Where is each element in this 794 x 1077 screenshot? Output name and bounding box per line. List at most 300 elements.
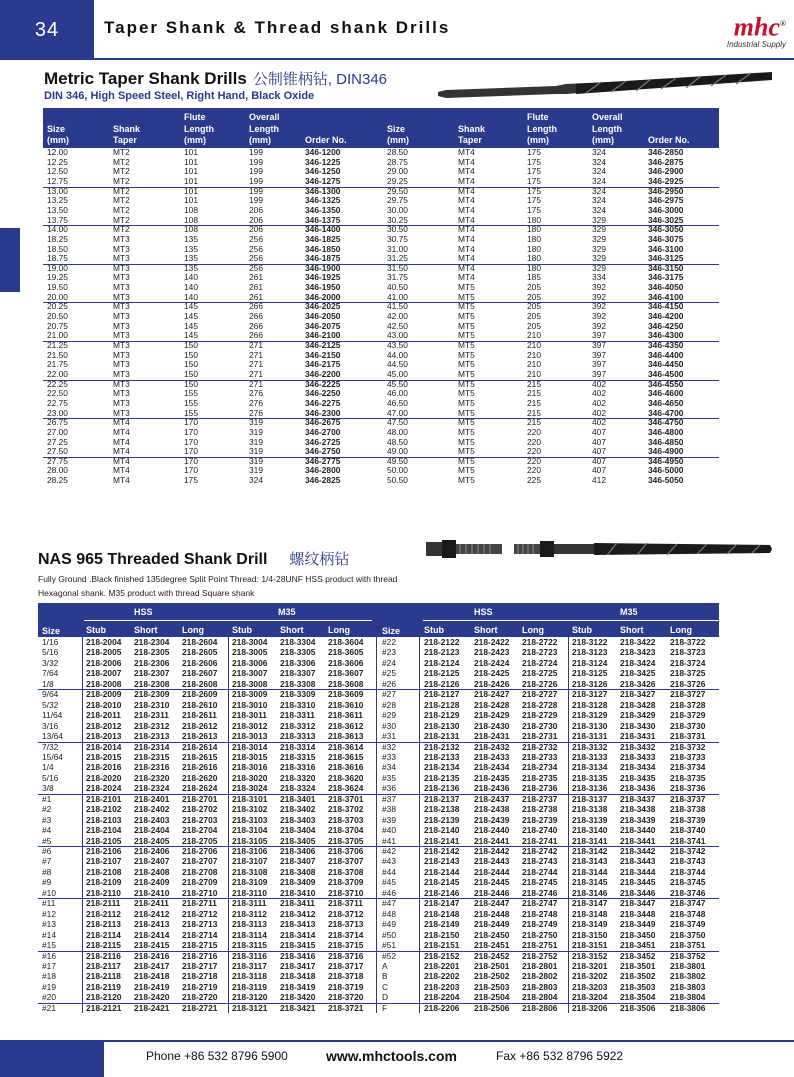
threaded-cell-left: #1 (42, 793, 52, 804)
threaded-cell-left: 218-3307 (280, 668, 316, 679)
taper-cell-left: 19.25 (47, 272, 68, 283)
taper-cell-right: 31.25 (387, 253, 408, 264)
taper-cell-left: 266 (249, 330, 263, 341)
threaded-cell-right: 218-2141 (424, 835, 460, 846)
taper-cell-left: 346-2775 (305, 455, 341, 466)
row-separator (43, 341, 719, 342)
threaded-cell-right: 218-3728 (670, 699, 706, 710)
taper-cell-right: 30.50 (387, 224, 408, 235)
threaded-cell-left: 218-2716 (182, 950, 218, 961)
threaded-table-header (38, 603, 719, 637)
threaded-cell-left: 218-3720 (328, 992, 364, 1003)
taper-cell-left: 266 (249, 320, 263, 331)
threaded-cell-left: 218-2311 (134, 710, 169, 721)
threaded-cell-right: 218-3125 (572, 668, 608, 679)
threaded-cell-right: #31 (382, 731, 396, 742)
threaded-cell-right: 218-2804 (522, 992, 558, 1003)
taper-cell-right: 346-4650 (648, 397, 684, 408)
taper-cell-left: 145 (184, 330, 198, 341)
row-separator (43, 225, 719, 226)
footer-rule (0, 1040, 794, 1042)
threaded-cell-left: 218-2717 (182, 960, 218, 971)
threaded-cell-left: 218-2604 (182, 637, 218, 647)
threaded-cell-right: 218-2148 (424, 908, 460, 919)
hdr-shank-r: Shank (458, 124, 486, 134)
threaded-cell-right: 218-3146 (572, 887, 608, 898)
threaded-cell-left: 218-3711 (328, 898, 363, 909)
threaded-cell-right: 218-3149 (572, 919, 608, 930)
threaded-cell-left: 218-3414 (280, 929, 316, 940)
threaded-cell-right: 218-2143 (424, 856, 460, 867)
taper-cell-right: 329 (592, 262, 606, 273)
threaded-cell-left: 218-2419 (134, 981, 170, 992)
threaded-cell-right: #41 (382, 835, 396, 846)
threaded-cell-left: 7/64 (42, 668, 59, 679)
threaded-cell-left: 218-2702 (182, 804, 218, 815)
threaded-cell-right: 218-3446 (620, 887, 656, 898)
taper-cell-right: 48.50 (387, 436, 408, 447)
logo-mark: mhc (733, 12, 781, 42)
taper-cell-right: 346-4250 (648, 320, 684, 331)
threaded-cell-right: 218-3131 (572, 731, 608, 742)
threaded-cell-right: 218-3742 (670, 846, 706, 856)
threaded-cell-left: 218-3305 (280, 647, 316, 658)
threaded-cell-right: 218-3141 (572, 835, 608, 846)
threaded-cell-right: 218-2431 (474, 731, 510, 742)
threaded-cell-right: #25 (382, 668, 396, 679)
threaded-cell-left: 218-3410 (280, 887, 316, 898)
taper-cell-left: 199 (249, 185, 263, 196)
threaded-cell-left: 218-3119 (232, 981, 267, 992)
taper-cell-left: MT3 (113, 233, 130, 244)
threaded-cell-right: 218-3124 (572, 657, 608, 668)
hdr-overall-length-r: Length (592, 124, 622, 134)
hdr-short-m35-r: Short (620, 625, 644, 635)
threaded-cell-left: 218-2116 (86, 950, 121, 961)
threaded-cell-left: 218-2306 (134, 657, 170, 668)
threaded-cell-left: 218-2713 (182, 919, 218, 930)
taper-cell-left: 346-2150 (305, 349, 341, 360)
taper-cell-right: 210 (527, 349, 541, 360)
threaded-cell-left: 218-3716 (328, 950, 364, 961)
taper-cell-left: 13.50 (47, 204, 68, 215)
threaded-cell-left: 218-2715 (182, 940, 218, 951)
threaded-cell-right: 218-2138 (424, 804, 460, 815)
threaded-cell-left: 218-3304 (280, 637, 316, 647)
taper-cell-right: 30.00 (387, 204, 408, 215)
taper-cell-right: 346-2875 (648, 156, 684, 167)
section2-description: Fully Ground .Black finished 135degree Split Point Thread: 1/4-28UNF HSS product with thread Hexagonal shank. M35 product with thread Square shank (38, 574, 398, 598)
threaded-cell-left: 218-3420 (280, 992, 316, 1003)
taper-cell-left: MT4 (113, 455, 130, 466)
threaded-cell-left: 218-3401 (280, 793, 316, 804)
threaded-cell-right: 218-2139 (424, 814, 460, 825)
threaded-cell-left: 218-2320 (134, 772, 170, 783)
taper-cell-right: 324 (592, 147, 606, 157)
taper-cell-left: 22.75 (47, 397, 68, 408)
threaded-cell-left: 218-3120 (232, 992, 268, 1003)
threaded-cell-left: 218-2102 (86, 804, 122, 815)
taper-cell-right: 29.00 (387, 166, 408, 177)
taper-cell-left: 346-1875 (305, 253, 341, 264)
footer-phone: Phone +86 532 8796 5900 (146, 1049, 288, 1063)
taper-cell-right: MT4 (458, 147, 475, 157)
threaded-cell-right: 218-3743 (670, 856, 706, 867)
threaded-cell-right: #45 (382, 877, 396, 888)
taper-cell-right: 175 (527, 204, 541, 215)
threaded-cell-left: 218-3709 (328, 877, 364, 888)
taper-cell-left: 276 (249, 388, 263, 399)
taper-cell-right: 346-3150 (648, 262, 684, 273)
threaded-cell-right: #49 (382, 919, 396, 930)
taper-cell-left: 28.00 (47, 465, 68, 476)
threaded-cell-left: 218-2420 (134, 992, 170, 1003)
threaded-cell-left: 218-3421 (280, 1002, 316, 1013)
threaded-cell-right: 218-3442 (620, 846, 656, 856)
threaded-cell-right: #29 (382, 710, 396, 721)
threaded-cell-right: 218-3806 (670, 1002, 706, 1013)
threaded-cell-left: 218-2712 (182, 908, 218, 919)
threaded-cell-left: 218-2024 (86, 783, 122, 794)
threaded-cell-left: 218-3101 (232, 793, 268, 804)
taper-cell-left: 13.00 (47, 185, 68, 196)
taper-cell-right: 180 (527, 253, 541, 264)
threaded-cell-right: 218-2425 (474, 668, 510, 679)
threaded-cell-left: 3/8 (42, 783, 54, 794)
threaded-cell-left: 218-2304 (134, 637, 170, 647)
column-divider (419, 637, 420, 1013)
threaded-cell-left: #15 (42, 940, 56, 951)
threaded-cell-right: 218-3501 (620, 960, 656, 971)
threaded-cell-right: 218-3428 (620, 699, 656, 710)
threaded-cell-left: 1/8 (42, 678, 54, 689)
taper-cell-left: 12.00 (47, 147, 68, 157)
taper-cell-left: 346-2675 (305, 417, 341, 428)
threaded-cell-right: 218-3506 (620, 1002, 656, 1013)
threaded-cell-left: 218-3606 (328, 657, 364, 668)
taper-cell-right: MT5 (458, 311, 475, 322)
threaded-cell-left: 218-3407 (280, 856, 316, 867)
threaded-cell-right: 218-2203 (424, 981, 460, 992)
taper-cell-left: 319 (249, 417, 263, 428)
threaded-cell-left: 218-2305 (134, 647, 170, 658)
threaded-cell-right: 218-3122 (572, 637, 608, 647)
threaded-cell-right: 218-3437 (620, 793, 656, 804)
threaded-cell-right: C (382, 981, 389, 992)
threaded-cell-right: 218-2447 (474, 898, 510, 909)
section2-title: NAS 965 Threaded Shank Drill 螺纹柄钻 (38, 551, 350, 568)
threaded-cell-left: 218-2412 (134, 908, 170, 919)
taper-cell-left: MT3 (113, 397, 130, 408)
taper-cell-left: 256 (249, 233, 263, 244)
threaded-cell-left: 218-2314 (134, 741, 170, 752)
threaded-cell-left: 218-3703 (328, 814, 364, 825)
taper-cell-left: 346-1925 (305, 272, 341, 283)
taper-cell-left: MT4 (113, 475, 130, 486)
hdr-stub: Stub (86, 625, 106, 635)
threaded-cell-left: 218-2415 (134, 940, 170, 951)
threaded-cell-right: 218-2503 (474, 981, 510, 992)
column-divider (228, 637, 229, 1013)
threaded-cell-right: 218-3504 (620, 992, 656, 1003)
threaded-cell-left: 218-2006 (86, 657, 122, 668)
taper-cell-right: 42.50 (387, 320, 408, 331)
threaded-cell-left: 218-3306 (280, 657, 316, 668)
hdr-flute-length: Length (184, 124, 214, 134)
taper-cell-right: 49.00 (387, 446, 408, 457)
threaded-cell-right: 218-3725 (670, 668, 706, 679)
threaded-cell-right: #50 (382, 929, 396, 940)
threaded-cell-right: 218-3150 (572, 929, 608, 940)
threaded-cell-left: 218-2411 (134, 898, 169, 909)
taper-cell-right: 185 (527, 272, 541, 283)
threaded-cell-right: 218-2432 (474, 741, 510, 752)
taper-cell-right: MT5 (458, 320, 475, 331)
taper-cell-left: 155 (184, 407, 198, 418)
threaded-cell-right: #39 (382, 814, 396, 825)
taper-cell-left: 12.75 (47, 175, 68, 186)
threaded-cell-right: 218-3139 (572, 814, 608, 825)
threaded-cell-left: 218-2315 (134, 751, 170, 762)
threaded-cell-left: 218-2406 (134, 846, 170, 856)
threaded-cell-left: 218-3109 (232, 877, 268, 888)
threaded-cell-right: 218-3203 (572, 981, 608, 992)
threaded-cell-left: 218-3406 (280, 846, 316, 856)
threaded-cell-right: 218-2424 (474, 657, 510, 668)
threaded-cell-right: 218-3452 (620, 950, 656, 961)
threaded-cell-right: 218-3731 (670, 731, 706, 742)
threaded-cell-left: 218-3115 (232, 940, 267, 951)
footer-website[interactable]: www.mhctools.com (326, 1048, 457, 1064)
taper-cell-left: 271 (249, 349, 263, 360)
threaded-cell-right: 218-3135 (572, 772, 608, 783)
taper-cell-left: 206 (249, 214, 263, 225)
taper-cell-right: 346-3050 (648, 224, 684, 235)
taper-cell-left: 145 (184, 320, 198, 331)
hdr-short-m35: Short (280, 625, 304, 635)
threaded-cell-left: 218-3309 (280, 689, 316, 700)
taper-cell-right: 205 (527, 291, 541, 302)
taper-cell-left: 101 (184, 185, 198, 196)
threaded-cell-left: #11 (42, 898, 56, 909)
taper-cell-right: MT5 (458, 388, 475, 399)
threaded-cell-left: 218-2104 (86, 825, 122, 836)
taper-cell-left: 346-1825 (305, 233, 341, 244)
taper-cell-left: 20.75 (47, 320, 68, 331)
taper-cell-right: 407 (592, 465, 606, 476)
taper-cell-left: 21.25 (47, 340, 68, 350)
threaded-cell-right: 218-2147 (424, 898, 460, 909)
taper-cell-left: MT3 (113, 359, 130, 370)
taper-cell-right: 47.50 (387, 417, 408, 428)
threaded-cell-left: #7 (42, 856, 52, 867)
threaded-cell-left: 218-2614 (182, 741, 218, 752)
taper-cell-right: 397 (592, 349, 606, 360)
logo-subtitle: Industrial Supply (726, 39, 786, 49)
threaded-cell-left: 218-3107 (232, 856, 268, 867)
hdr-overall-unit: (mm) (249, 135, 271, 145)
threaded-cell-right: 218-2441 (474, 835, 510, 846)
threaded-cell-right: 218-2446 (474, 887, 510, 898)
threaded-cell-right: A (382, 960, 388, 971)
threaded-cell-left: 218-3614 (328, 741, 364, 752)
taper-cell-left: 18.50 (47, 243, 68, 254)
threaded-cell-right: #47 (382, 898, 396, 909)
taper-cell-right: MT5 (458, 301, 475, 312)
threaded-cell-right: 218-2442 (474, 846, 510, 856)
taper-cell-right: 402 (592, 388, 606, 399)
taper-cell-right: 50.50 (387, 475, 408, 486)
threaded-cell-right: 218-3147 (572, 898, 608, 909)
taper-cell-right: 324 (592, 175, 606, 186)
threaded-cell-left: 218-2705 (182, 835, 218, 846)
threaded-cell-left: 218-3408 (280, 866, 316, 877)
taper-cell-right: 220 (527, 426, 541, 437)
threaded-cell-left: 218-3011 (232, 710, 267, 721)
taper-cell-right: 346-2925 (648, 175, 684, 186)
threaded-cell-right: 218-2136 (424, 783, 460, 794)
threaded-cell-left: 218-3110 (232, 887, 267, 898)
threaded-cell-right: #43 (382, 856, 396, 867)
threaded-cell-right: #38 (382, 804, 396, 815)
threaded-cell-left: 218-3419 (280, 981, 316, 992)
threaded-cell-left: 5/16 (42, 647, 59, 658)
hdr-size2-r: Size (382, 626, 401, 636)
threaded-cell-left: 218-2701 (182, 793, 218, 804)
threaded-cell-left: 218-2405 (134, 835, 170, 846)
threaded-cell-left: 218-2108 (86, 866, 122, 877)
taper-cell-left: 108 (184, 224, 198, 235)
threaded-cell-left: 218-3010 (232, 699, 268, 710)
threaded-cell-right: 218-2731 (522, 731, 558, 742)
threaded-cell-left: 218-3106 (232, 846, 268, 856)
threaded-cell-left: 11/64 (42, 710, 63, 721)
taper-cell-left: 346-2100 (305, 330, 341, 341)
threaded-cell-left: 218-3707 (328, 856, 364, 867)
taper-cell-right: MT4 (458, 204, 475, 215)
threaded-cell-left: 13/64 (42, 731, 63, 742)
threaded-cell-left: 218-2417 (134, 960, 170, 971)
taper-cell-left: 13.25 (47, 195, 68, 206)
threaded-cell-right: 218-3144 (572, 866, 608, 877)
threaded-cell-right: 218-3449 (620, 919, 656, 930)
taper-cell-right: 220 (527, 436, 541, 447)
threaded-cell-right: 218-3151 (572, 940, 608, 951)
threaded-cell-left: 218-2008 (86, 678, 122, 689)
threaded-cell-right: #36 (382, 783, 396, 794)
taper-cell-left: 346-1375 (305, 214, 341, 225)
threaded-cell-left: 218-2413 (134, 919, 170, 930)
threaded-cell-right: 218-3435 (620, 772, 656, 783)
taper-cell-right: 402 (592, 417, 606, 428)
taper-cell-left: MT2 (113, 224, 130, 235)
taper-cell-left: MT3 (113, 243, 130, 254)
taper-cell-left: 140 (184, 272, 198, 283)
taper-cell-left: 199 (249, 195, 263, 206)
threaded-cell-right: 218-2124 (424, 657, 460, 668)
taper-cell-right: MT5 (458, 349, 475, 360)
threaded-cell-right: 218-3423 (620, 647, 656, 658)
hdr-flute-unit: (mm) (184, 135, 206, 145)
taper-cell-left: 346-2300 (305, 407, 341, 418)
taper-cell-left: 346-2825 (305, 475, 341, 486)
threaded-cell-right: 218-2724 (522, 657, 558, 668)
taper-cell-right: MT4 (458, 195, 475, 206)
taper-cell-right: MT4 (458, 156, 475, 167)
taper-cell-left: 346-1275 (305, 175, 341, 186)
taper-cell-left: 346-1200 (305, 147, 341, 157)
taper-cell-left: 135 (184, 243, 198, 254)
threaded-cell-right: 218-3748 (670, 908, 706, 919)
threaded-cell-left: 218-3005 (232, 647, 268, 658)
threaded-cell-right: 218-3444 (620, 866, 656, 877)
taper-cell-left: MT3 (113, 407, 130, 418)
taper-cell-right: 43.00 (387, 330, 408, 341)
threaded-cell-left: #19 (42, 981, 56, 992)
section2-title-cn: 螺纹柄钻 (289, 551, 350, 568)
taper-cell-right: 397 (592, 359, 606, 370)
threaded-cell-right: F (382, 1002, 388, 1013)
taper-cell-right: 346-5000 (648, 465, 684, 476)
taper-cell-left: 27.50 (47, 446, 68, 457)
taper-cell-left: 266 (249, 311, 263, 322)
taper-cell-right: 346-4350 (648, 340, 684, 350)
taper-cell-right: 346-4400 (648, 349, 684, 360)
hdr-flute-length-r: Length (527, 124, 557, 134)
threaded-cell-right: 218-3736 (670, 783, 706, 794)
taper-cell-left: 150 (184, 349, 198, 360)
section1-subtitle: DIN 346, High Speed Steel, Right Hand, Black Oxide (44, 90, 315, 102)
taper-cell-left: 319 (249, 426, 263, 437)
threaded-cell-right: 218-2742 (522, 846, 558, 856)
threaded-cell-right: 218-3448 (620, 908, 656, 919)
taper-cell-left: 23.00 (47, 407, 68, 418)
taper-cell-right: 210 (527, 359, 541, 370)
threaded-cell-right: 218-3750 (670, 929, 706, 940)
taper-cell-left: 170 (184, 455, 198, 466)
taper-cell-left: 256 (249, 243, 263, 254)
taper-cell-left: 199 (249, 166, 263, 177)
taper-cell-right: 329 (592, 233, 606, 244)
threaded-cell-left: 218-2118 (86, 971, 121, 982)
threaded-cell-right: 218-2146 (424, 887, 460, 898)
taper-cell-right: 346-2975 (648, 195, 684, 206)
taper-cell-right: 397 (592, 340, 606, 350)
threaded-cell-right: 218-2501 (474, 960, 510, 971)
threaded-cell-left: 218-2312 (134, 720, 170, 731)
taper-cell-right: 392 (592, 291, 606, 302)
taper-cell-right: 346-4450 (648, 359, 684, 370)
column-divider (82, 637, 83, 1013)
threaded-cell-right: 218-2434 (474, 762, 510, 773)
taper-cell-left: 256 (249, 253, 263, 264)
threaded-cell-left: #17 (42, 960, 56, 971)
threaded-cell-right: 218-3436 (620, 783, 656, 794)
threaded-cell-right: 218-3143 (572, 856, 608, 867)
taper-cell-right: 48.00 (387, 426, 408, 437)
threaded-cell-left: 218-2408 (134, 866, 170, 877)
threaded-cell-left: 218-3714 (328, 929, 364, 940)
hdr-shank: Shank (113, 124, 141, 134)
hdr-shank-taper: Taper (113, 135, 137, 145)
threaded-cell-left: #3 (42, 814, 52, 825)
threaded-cell-left: 218-3613 (328, 731, 364, 742)
threaded-cell-left: 218-3324 (280, 783, 316, 794)
threaded-cell-left: 218-2004 (86, 637, 122, 647)
hdr-flute-r: Flute (527, 112, 549, 122)
taper-cell-right: 346-4100 (648, 291, 684, 302)
threaded-cell-right: 218-3133 (572, 751, 608, 762)
